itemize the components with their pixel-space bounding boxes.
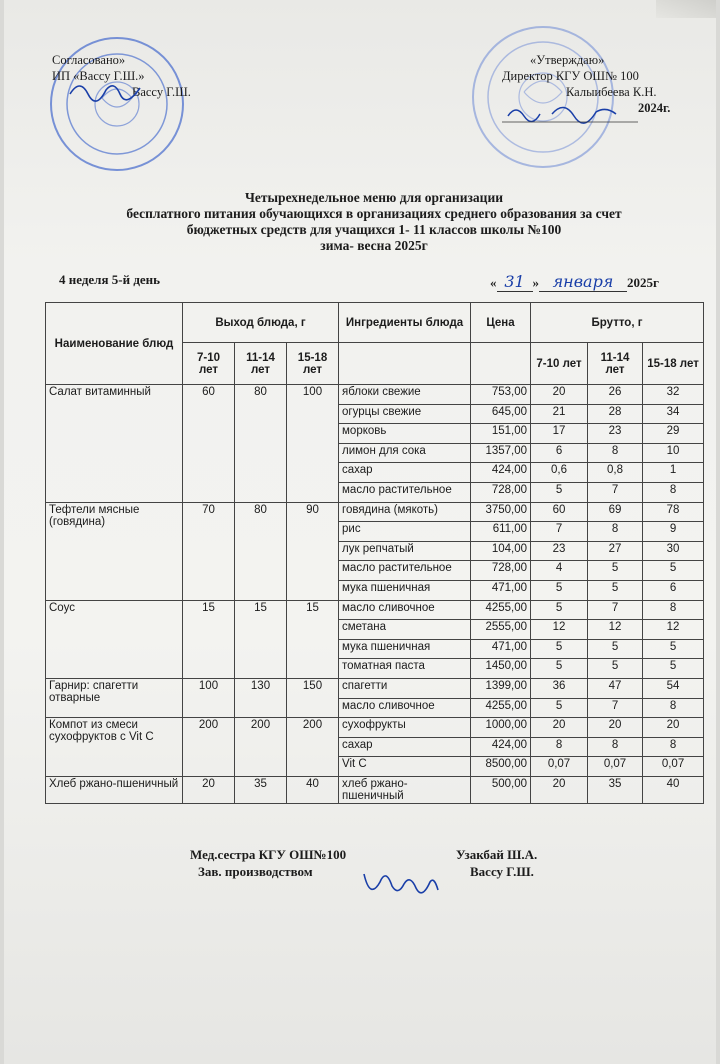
output-11-14-cell: 80 [235,385,287,503]
output-7-10-cell: 20 [183,776,235,803]
header-gross: Брутто, г [531,303,704,343]
gross-11-14-cell: 8 [588,737,643,757]
agreement-line-3: Вассу Г.Ш. [132,85,191,99]
header-output-age-15-18: 15-18 лет [287,343,339,385]
price-cell: 424,00 [471,463,531,483]
output-11-14-cell: 130 [235,678,287,717]
gross-11-14-cell: 35 [588,776,643,803]
price-cell: 611,00 [471,522,531,542]
ingredient-cell: масло сливочное [339,698,471,718]
title-line-2: бесплатного питания обучающихся в организациях среднего образования за счет [126,206,622,221]
gross-11-14-cell: 0,8 [588,463,643,483]
gross-7-10-cell: 5 [531,600,588,620]
gross-7-10-cell: 7 [531,522,588,542]
ingredient-cell: Vit C [339,757,471,777]
price-cell: 471,00 [471,580,531,600]
header-ingredients: Ингредиенты блюда [339,303,471,343]
agreement-line-2: ИП «Вассу Г.Ш.» [52,69,145,83]
output-11-14-cell: 200 [235,718,287,777]
gross-11-14-cell: 20 [588,718,643,738]
gross-11-14-cell: 69 [588,502,643,522]
gross-15-18-cell: 0,07 [643,757,704,777]
header-gross-age-7-10: 7-10 лет [531,343,588,385]
production-signature [358,858,444,902]
gross-11-14-cell: 23 [588,424,643,444]
ingredient-cell: масло растительное [339,561,471,581]
gross-15-18-cell: 32 [643,385,704,405]
header-output-age-11-14: 11-14 лет [235,343,287,385]
price-cell: 1450,00 [471,659,531,679]
price-cell: 500,00 [471,776,531,803]
gross-15-18-cell: 78 [643,502,704,522]
gross-15-18-cell: 20 [643,718,704,738]
gross-7-10-cell: 17 [531,424,588,444]
ingredient-cell: яблоки свежие [339,385,471,405]
price-cell: 753,00 [471,385,531,405]
ingredient-cell: сухофрукты [339,718,471,738]
output-11-14-cell: 35 [235,776,287,803]
title-line-1: Четырехнедельное меню для организации [244,190,504,205]
price-cell: 4255,00 [471,698,531,718]
table-row [46,385,704,405]
gross-11-14-cell: 8 [588,443,643,463]
price-cell: 1399,00 [471,678,531,698]
ingredient-cell: томатная паста [339,659,471,679]
ingredient-cell: масло растительное [339,482,471,502]
output-7-10-cell: 100 [183,678,235,717]
table-row [46,600,704,620]
gross-15-18-cell: 40 [643,776,704,803]
ingredient-cell: мука пшеничная [339,639,471,659]
gross-7-10-cell: 5 [531,639,588,659]
ingredient-cell: говядина (мякоть) [339,502,471,522]
approval-line-3: Калыибеева К.Н. [566,85,657,99]
price-cell: 728,00 [471,482,531,502]
table-row [46,718,704,738]
gross-15-18-cell: 5 [643,639,704,659]
agreement-line-1: Согласовано» [52,53,126,67]
approval-line-2: Директор КГУ ОШ№ 100 [502,69,639,83]
table-row [46,776,704,803]
price-cell: 2555,00 [471,620,531,640]
ingredient-cell: спагетти [339,678,471,698]
gross-7-10-cell: 20 [531,385,588,405]
document-title [64,190,684,254]
title-line-3: бюджетных средств для учащихся 1- 11 классов школы №100 [186,222,562,237]
gross-11-14-cell: 7 [588,698,643,718]
production-name: Вассу Г.Ш. [470,864,534,879]
price-cell: 424,00 [471,737,531,757]
price-cell: 151,00 [471,424,531,444]
ingredient-cell: морковь [339,424,471,444]
gross-11-14-cell: 7 [588,600,643,620]
output-15-18-cell: 90 [287,502,339,600]
menu-table-body [46,385,704,804]
gross-11-14-cell: 28 [588,404,643,424]
gross-7-10-cell: 20 [531,776,588,803]
table-row [46,678,704,698]
dish-name-cell: Компот из смеси сухофруктов с Vit C [46,718,183,777]
gross-15-18-cell: 30 [643,541,704,561]
gross-7-10-cell: 12 [531,620,588,640]
header-empty [471,343,531,385]
output-11-14-cell: 80 [235,502,287,600]
gross-15-18-cell: 10 [643,443,704,463]
nurse-name: Узакбай Ш.А. [456,847,538,862]
ingredient-cell: мука пшеничная [339,580,471,600]
nurse-title: Мед.сестра КГУ ОШ№100 [190,847,347,862]
gross-11-14-cell: 5 [588,561,643,581]
output-7-10-cell: 15 [183,600,235,678]
ingredient-cell: огурцы свежие [339,404,471,424]
left-signature [66,76,146,106]
ingredient-cell: масло сливочное [339,600,471,620]
gross-7-10-cell: 0,6 [531,463,588,483]
price-cell: 1000,00 [471,718,531,738]
dish-name-cell: Соус [46,600,183,678]
ingredient-cell: лук репчатый [339,541,471,561]
output-15-18-cell: 100 [287,385,339,503]
header-empty [339,343,471,385]
gross-11-14-cell: 5 [588,659,643,679]
gross-15-18-cell: 29 [643,424,704,444]
gross-11-14-cell: 47 [588,678,643,698]
header-output: Выход блюда, г [183,303,339,343]
header-output-age-7-10: 7-10 лет [183,343,235,385]
dish-name-cell: Хлеб ржано-пшеничный [46,776,183,803]
gross-15-18-cell: 8 [643,737,704,757]
menu-table [45,302,704,804]
output-15-18-cell: 40 [287,776,339,803]
gross-15-18-cell: 12 [643,620,704,640]
ingredient-cell: хлеб ржано-пшеничный [339,776,471,803]
gross-15-18-cell: 8 [643,698,704,718]
gross-15-18-cell: 6 [643,580,704,600]
output-7-10-cell: 70 [183,502,235,600]
output-11-14-cell: 15 [235,600,287,678]
gross-7-10-cell: 5 [531,482,588,502]
price-cell: 471,00 [471,639,531,659]
gross-11-14-cell: 0,07 [588,757,643,777]
page-corner [656,0,716,18]
gross-11-14-cell: 26 [588,385,643,405]
ingredient-cell: сахар [339,737,471,757]
output-7-10-cell: 200 [183,718,235,777]
date-month: января [539,272,627,292]
price-cell: 4255,00 [471,600,531,620]
price-cell: 104,00 [471,541,531,561]
gross-7-10-cell: 36 [531,678,588,698]
gross-11-14-cell: 27 [588,541,643,561]
price-cell: 728,00 [471,561,531,581]
document-page [4,0,716,1064]
gross-7-10-cell: 23 [531,541,588,561]
output-15-18-cell: 150 [287,678,339,717]
header-gross-age-15-18: 15-18 лет [643,343,704,385]
gross-7-10-cell: 6 [531,443,588,463]
ingredient-cell: сметана [339,620,471,640]
output-15-18-cell: 15 [287,600,339,678]
dish-name-cell: Гарнир: спагетти отварные [46,678,183,717]
gross-11-14-cell: 7 [588,482,643,502]
gross-7-10-cell: 5 [531,659,588,679]
gross-7-10-cell: 21 [531,404,588,424]
header-gross-age-11-14: 11-14 лет [588,343,643,385]
gross-11-14-cell: 5 [588,580,643,600]
ingredient-cell: лимон для сока [339,443,471,463]
dish-name-cell: Тефтели мясные (говядина) [46,502,183,600]
gross-15-18-cell: 8 [643,600,704,620]
table-row [46,502,704,522]
gross-7-10-cell: 5 [531,580,588,600]
output-7-10-cell: 60 [183,385,235,503]
gross-15-18-cell: 8 [643,482,704,502]
signature-right [456,846,537,880]
gross-11-14-cell: 8 [588,522,643,542]
gross-7-10-cell: 0,07 [531,757,588,777]
price-cell: 1357,00 [471,443,531,463]
gross-11-14-cell: 5 [588,639,643,659]
header-price: Цена [471,303,531,343]
right-signature [502,100,642,126]
approval-line-1: «Утверждаю» [530,53,605,67]
menu-date: « 31 » января 2025г [490,272,659,291]
title-line-4: зима- весна 2025г [320,238,428,253]
header-dish-name: Наименование блюд [46,303,183,385]
price-cell: 8500,00 [471,757,531,777]
ingredient-cell: рис [339,522,471,542]
date-day: 31 [497,272,533,292]
gross-15-18-cell: 1 [643,463,704,483]
gross-7-10-cell: 5 [531,698,588,718]
gross-7-10-cell: 60 [531,502,588,522]
dish-name-cell: Салат витаминный [46,385,183,503]
price-cell: 645,00 [471,404,531,424]
output-15-18-cell: 200 [287,718,339,777]
gross-15-18-cell: 54 [643,678,704,698]
approval-line-4: 2024г. [638,101,671,115]
date-year: 2025г [627,275,659,290]
ingredient-cell: сахар [339,463,471,483]
price-cell: 3750,00 [471,502,531,522]
gross-15-18-cell: 34 [643,404,704,424]
gross-7-10-cell: 8 [531,737,588,757]
production-title: Зав. производством [198,864,313,879]
gross-15-18-cell: 5 [643,561,704,581]
gross-11-14-cell: 12 [588,620,643,640]
gross-15-18-cell: 9 [643,522,704,542]
gross-15-18-cell: 5 [643,659,704,679]
gross-7-10-cell: 4 [531,561,588,581]
signature-left [190,846,346,880]
week-day-label: 4 неделя 5-й день [59,272,161,287]
gross-7-10-cell: 20 [531,718,588,738]
